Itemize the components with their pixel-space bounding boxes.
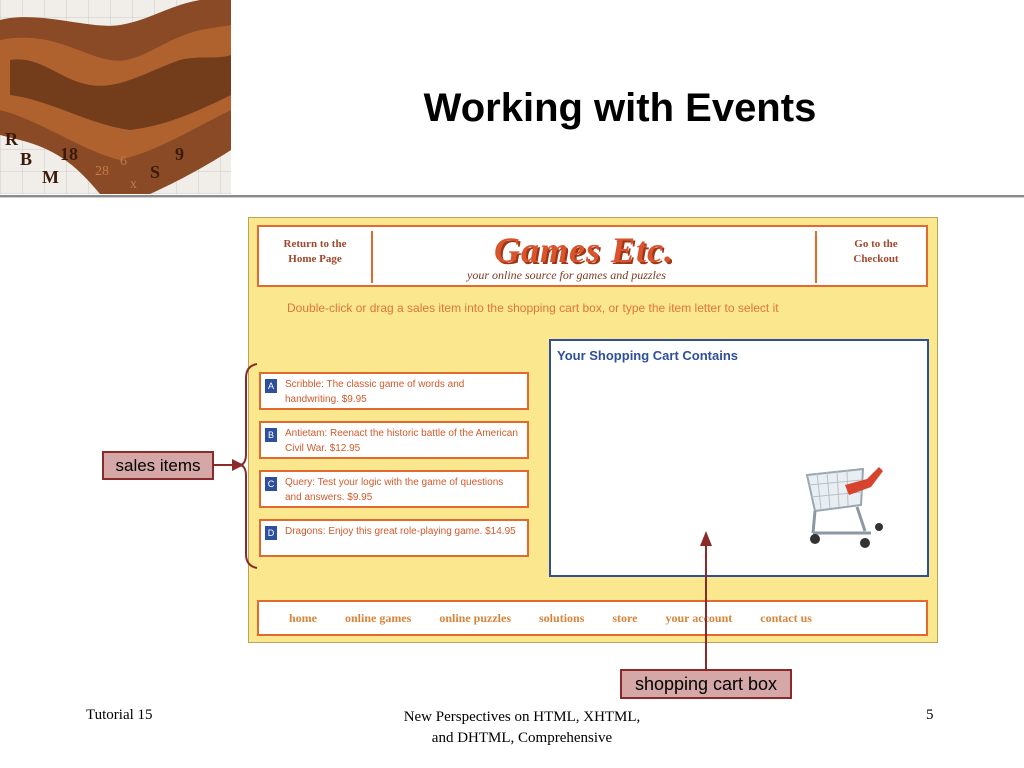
footer-book-title [360,707,684,749]
footer-tutorial: Tutorial 15 [86,707,153,723]
item-letter-badge: C [265,477,277,491]
nav-online-puzzles[interactable]: online puzzles [439,611,512,625]
svg-text:x: x [130,177,137,192]
svg-text:M: M [42,167,59,187]
svg-text:28: 28 [95,164,109,179]
svg-text:S: S [150,162,161,182]
footer-book-line2: and DHTML, Comprehensive [431,730,613,746]
slide-title: Working with Events [423,86,817,130]
shopping-cart-callout: shopping cart box [620,669,792,699]
cart-title: Your Shopping Cart Contains [557,348,739,363]
site-logo: Games Etc. [494,230,674,270]
nav-home[interactable]: home [289,611,317,625]
checkout-line2: Checkout [853,253,899,265]
item-description: Antietam: Reenact the historic battle of the American Civil War. $12.95 [285,428,518,454]
sales-items-arrow-head-icon [232,459,244,471]
item-description: Dragons: Enjoy this great role-playing game. $14.95 [285,526,516,537]
footer-book-line1: New Perspectives on HTML, XHTML, [403,709,641,725]
nav-your-account[interactable]: your account [665,611,733,625]
svg-text:R: R [5,129,18,149]
svg-text:6: 6 [120,154,127,169]
instruction-text: Double-click or drag a sales item into the shopping cart box, or type the item letter to select it [287,301,779,315]
item-description: Query: Test your logic with the game of questions and answers. $9.95 [285,477,504,503]
svg-text:9: 9 [175,144,184,164]
svg-text:B: B [20,149,33,169]
nav-online-games[interactable]: online games [345,611,412,625]
item-letter-badge: A [265,379,277,393]
nav-contact-us[interactable]: contact us [760,611,812,625]
cart-arrow-head-icon [700,531,712,546]
sales-items-bracket [240,364,257,568]
svg-text:18: 18 [60,144,78,164]
return-home-line2: Home Page [288,253,342,265]
site-tagline: your online source for games and puzzles [467,268,666,282]
item-letter-badge: D [265,526,277,540]
page-number: 5 [926,707,934,723]
nav-solutions[interactable]: solutions [539,611,585,625]
item-description: Scribble: The classic game of words and handwriting. $9.95 [285,379,465,405]
checkout-line1: Go to the [854,238,898,250]
sales-items-callout: sales items [102,451,214,480]
item-letter-badge: B [265,428,277,442]
return-home-line1: Return to the [283,238,347,250]
nav-store[interactable]: store [612,611,638,625]
